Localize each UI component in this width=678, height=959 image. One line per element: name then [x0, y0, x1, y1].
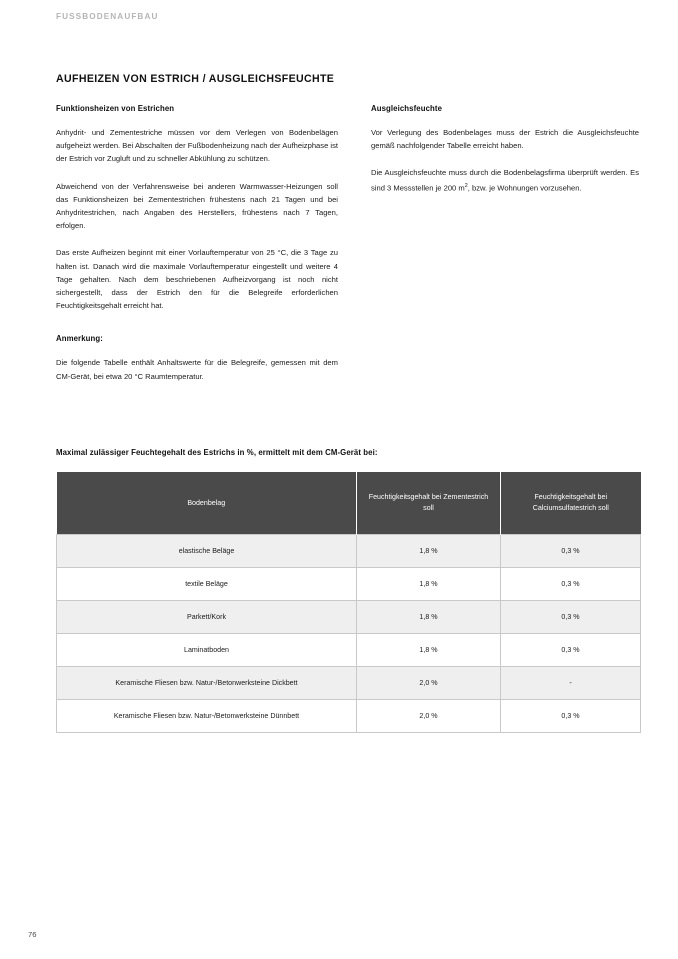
left-paragraph-3: Das erste Aufheizen beginnt mit einer Vorlauftemperatur von 25 °C, die 3 Tage zu halten ist. Danach wird die maximale Vorlauftemperatur eingestellt und weitere 4 Tage gehalten. Nach dem beschriebenen Aufheizvorgang ist noch nicht sichergestellt, dass der Estrich den für die Belegreife erforderlichen Feuchtigkeitsgehalt erreicht hat. [56, 248, 338, 311]
cell-belag: textile Beläge [57, 568, 357, 601]
cell-zement: 2,0 % [357, 667, 501, 700]
table-row [57, 667, 641, 700]
table-header-bodenbelag: Bodenbelag [57, 472, 357, 535]
cell-zement: 1,8 % [357, 568, 501, 601]
cell-calcium: 0,3 % [501, 634, 641, 667]
table-row [57, 601, 641, 634]
table-header-calciumsulfatestrich: Feuchtigkeitsgehalt bei Calciumsulfatestrich soll [501, 472, 641, 535]
right-column-heading: Ausgleichsfeuchte [371, 104, 443, 113]
cell-zement: 2,0 % [357, 700, 501, 733]
left-paragraph-2: Abweichend von der Verfahrensweise bei anderen Warmwasser-Heizungen soll das Funktionsheizen bei Zementestrichen frühestens nach 21 Tagen und bei Anhydritestrichen, nach Angaben des Herstellers, frühestens nach 7 Tagen, erfolgen. [56, 181, 338, 231]
right-paragraph-2 [371, 166, 639, 194]
left-column-heading: Funktionsheizen von Estrichen [56, 104, 175, 113]
cell-calcium: 0,3 % [501, 535, 641, 568]
cell-calcium: 0,3 % [501, 601, 641, 634]
cell-zement: 1,8 % [357, 601, 501, 634]
left-paragraph-1: Anhydrit- und Zementestriche müssen vor dem Verlegen von Bodenbelägen aufgeheizt werden. Bei Abschalten der Fußbodenheizung nach der Aufheizphase ist der Estrich vor Zugluft und zu schneller Abkühlung zu schützen. [56, 128, 339, 164]
cell-calcium: 0,3 % [501, 568, 641, 601]
cell-calcium: 0,3 % [501, 700, 641, 733]
table-body [57, 535, 641, 733]
page-number: 76 [28, 930, 37, 939]
table-row [57, 700, 641, 733]
cell-zement: 1,8 % [357, 535, 501, 568]
cell-zement: 1,8 % [357, 634, 501, 667]
cell-belag: Laminatboden [57, 634, 357, 667]
cell-belag: Parkett/Kork [57, 601, 357, 634]
page-title: AUFHEIZEN VON ESTRICH / AUSGLEICHSFEUCHTE [56, 73, 335, 86]
table-row [57, 634, 641, 667]
note-paragraph: Die folgende Tabelle enthält Anhaltswerte für die Belegreife, gemessen mit dem CM-Gerät, bei etwa 20 °C Raumtemperatur. [56, 358, 338, 381]
note-heading: Anmerkung: [56, 334, 103, 344]
right-paragraph-1: Vor Verlegung des Bodenbelages muss der Estrich die Ausgleichsfeuchte gemäß nachfolgender Tabelle erreicht haben. [371, 128, 639, 151]
square-meter-exponent: 2 [464, 182, 468, 189]
moisture-table [56, 472, 641, 733]
cell-calcium: - [501, 667, 641, 700]
right-paragraph-2-before: Die Ausgleichsfeuchte muss durch die Bodenbelagsfirma überprüft werden. Es sind 3 Messstellen je 200 m [371, 168, 639, 193]
running-header: FUSSBODENAUFBAU [56, 12, 159, 21]
table-row [57, 535, 641, 568]
right-column [371, 104, 639, 194]
cell-belag: Keramische Fliesen bzw. Natur-/Betonwerksteine Dünnbett [57, 700, 357, 733]
table-header-row [57, 472, 641, 535]
left-column [56, 104, 338, 383]
table-row [57, 568, 641, 601]
right-paragraph-2-after: , bzw. je Wohnungen vorzusehen. [467, 183, 582, 193]
table-header [57, 472, 641, 535]
table-header-zementestrich: Feuchtigkeitsgehalt bei Zementestrich soll [357, 472, 501, 535]
cell-belag: Keramische Fliesen bzw. Natur-/Betonwerksteine Dickbett [57, 667, 357, 700]
table-caption: Maximal zulässiger Feuchtegehalt des Estrichs in %, ermittelt mit dem CM-Gerät bei: [56, 448, 378, 457]
cell-belag: elastische Beläge [57, 535, 357, 568]
